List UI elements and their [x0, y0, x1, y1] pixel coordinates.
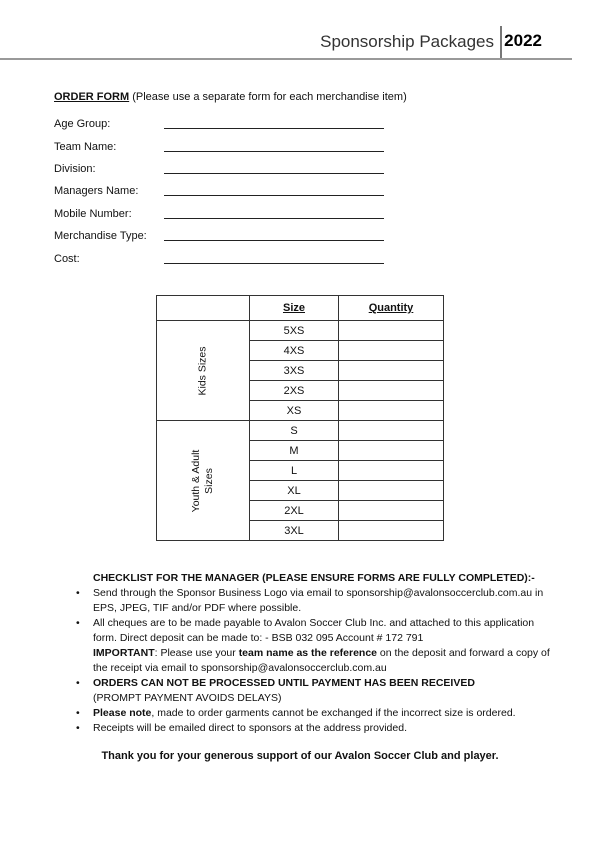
table-row — [157, 421, 444, 441]
table-header-size: Size — [250, 296, 339, 321]
size-cell: S — [250, 421, 339, 441]
quantity-cell[interactable] — [339, 461, 444, 481]
field-line[interactable] — [164, 240, 384, 241]
bullet-icon: • — [76, 707, 80, 719]
field-managers-name[interactable] — [54, 183, 394, 201]
bullet-icon: • — [76, 617, 80, 629]
field-label: Mobile Number: — [54, 208, 132, 220]
checklist-item-text: Receipts will be emailed direct to sponsors at the address provided. — [93, 722, 407, 734]
quantity-cell[interactable] — [339, 341, 444, 361]
size-cell: 5XS — [250, 321, 339, 341]
list-item — [76, 586, 556, 616]
size-cell: 3XL — [250, 521, 339, 541]
size-cell: 2XL — [250, 501, 339, 521]
page-header — [0, 22, 570, 60]
table-header-quantity: Quantity — [339, 296, 444, 321]
field-label: Team Name: — [54, 141, 117, 153]
size-quantity-table — [156, 295, 444, 541]
checklist-heading: CHECKLIST FOR THE MANAGER (PLEASE ENSURE FORMS ARE FULLY COMPLETED):- — [93, 572, 535, 584]
field-line[interactable] — [164, 263, 384, 264]
header-separator — [500, 26, 502, 60]
field-merchandise-type[interactable] — [54, 228, 394, 246]
field-line[interactable] — [164, 173, 384, 174]
size-cell: L — [250, 461, 339, 481]
bullet-icon: • — [76, 722, 80, 734]
field-team-name[interactable] — [54, 139, 394, 157]
size-cell: M — [250, 441, 339, 461]
checklist-item-text: , made to order garments cannot be exchanged if the incorrect size is ordered. — [151, 707, 516, 719]
field-division[interactable] — [54, 161, 394, 179]
order-form-heading — [54, 91, 407, 103]
thank-you-note: Thank you for your generous support of our Avalon Soccer Club and player. — [101, 750, 499, 762]
order-form-title: ORDER FORM — [54, 91, 130, 103]
group-kids-sizes — [157, 321, 250, 421]
quantity-cell[interactable] — [339, 481, 444, 501]
order-form-note: (Please use a separate form for each merchandise item) — [129, 91, 407, 103]
quantity-cell[interactable] — [339, 421, 444, 441]
checklist-item-text: All cheques are to be made payable to Avalon Soccer Club Inc. and attached to this application form. Direct deposit can be made to: - BSB 032 095 Account # 172 791 — [93, 617, 535, 644]
group-label-youth-line2: Sizes — [203, 467, 215, 494]
checklist-item-text: Send through the Sponsor Business Logo via email to sponsorship@avalonsoccerclub.com.au in EPS, JPEG, TIF and/or PDF where possible. — [93, 587, 544, 614]
field-age-group[interactable] — [54, 116, 394, 134]
size-cell: 2XS — [250, 381, 339, 401]
list-item — [76, 676, 556, 706]
payment-warning: ORDERS CAN NOT BE PROCESSED UNTIL PAYMENT HAS BEEN RECEIVED — [93, 677, 475, 689]
team-name-reference: team name as the reference — [238, 647, 378, 659]
header-rule — [0, 58, 572, 60]
checklist-items — [76, 586, 556, 736]
payment-warning-sub: (PROMPT PAYMENT AVOIDS DELAYS) — [93, 692, 282, 704]
checklist-item-text: on the deposit and forward a copy of the receipt via email to sponsorship@avalonsoccerclub.com.au — [93, 647, 550, 674]
list-item — [76, 721, 556, 736]
group-youth-adult-sizes — [157, 421, 250, 541]
quantity-cell[interactable] — [339, 361, 444, 381]
group-label-kids: Kids Sizes — [196, 345, 209, 396]
quantity-cell[interactable] — [339, 501, 444, 521]
quantity-cell[interactable] — [339, 521, 444, 541]
table-row — [157, 321, 444, 341]
list-item — [76, 706, 556, 721]
header-year: 2022 — [504, 31, 542, 50]
quantity-cell[interactable] — [339, 441, 444, 461]
quantity-cell[interactable] — [339, 401, 444, 421]
please-note-label: Please note — [93, 707, 152, 719]
field-line[interactable] — [164, 195, 384, 196]
checklist-item-text: : Please use your — [154, 647, 239, 659]
field-cost[interactable] — [54, 251, 394, 269]
field-label: Managers Name: — [54, 185, 139, 197]
quantity-cell[interactable] — [339, 321, 444, 341]
field-mobile-number[interactable] — [54, 206, 394, 224]
field-label: Age Group: — [54, 118, 111, 130]
field-line[interactable] — [164, 128, 384, 129]
field-line[interactable] — [164, 151, 384, 152]
group-label-youth-line1: Youth & Adult — [190, 449, 202, 512]
size-cell: 4XS — [250, 341, 339, 361]
field-label: Cost: — [54, 253, 80, 265]
field-label: Merchandise Type: — [54, 230, 147, 242]
bullet-icon: • — [76, 677, 80, 689]
bullet-icon: • — [76, 587, 80, 599]
size-cell: XL — [250, 481, 339, 501]
manager-checklist — [76, 571, 556, 736]
field-label: Division: — [54, 163, 96, 175]
header-title: Sponsorship Packages — [320, 32, 494, 51]
table-header-row — [157, 296, 444, 321]
important-label: IMPORTANT — [93, 647, 155, 659]
quantity-cell[interactable] — [339, 381, 444, 401]
table-header-blank — [157, 296, 250, 321]
field-line[interactable] — [164, 218, 384, 219]
size-cell: 3XS — [250, 361, 339, 381]
size-cell: XS — [250, 401, 339, 421]
list-item — [76, 616, 556, 676]
group-label-youth-adult — [190, 449, 216, 512]
